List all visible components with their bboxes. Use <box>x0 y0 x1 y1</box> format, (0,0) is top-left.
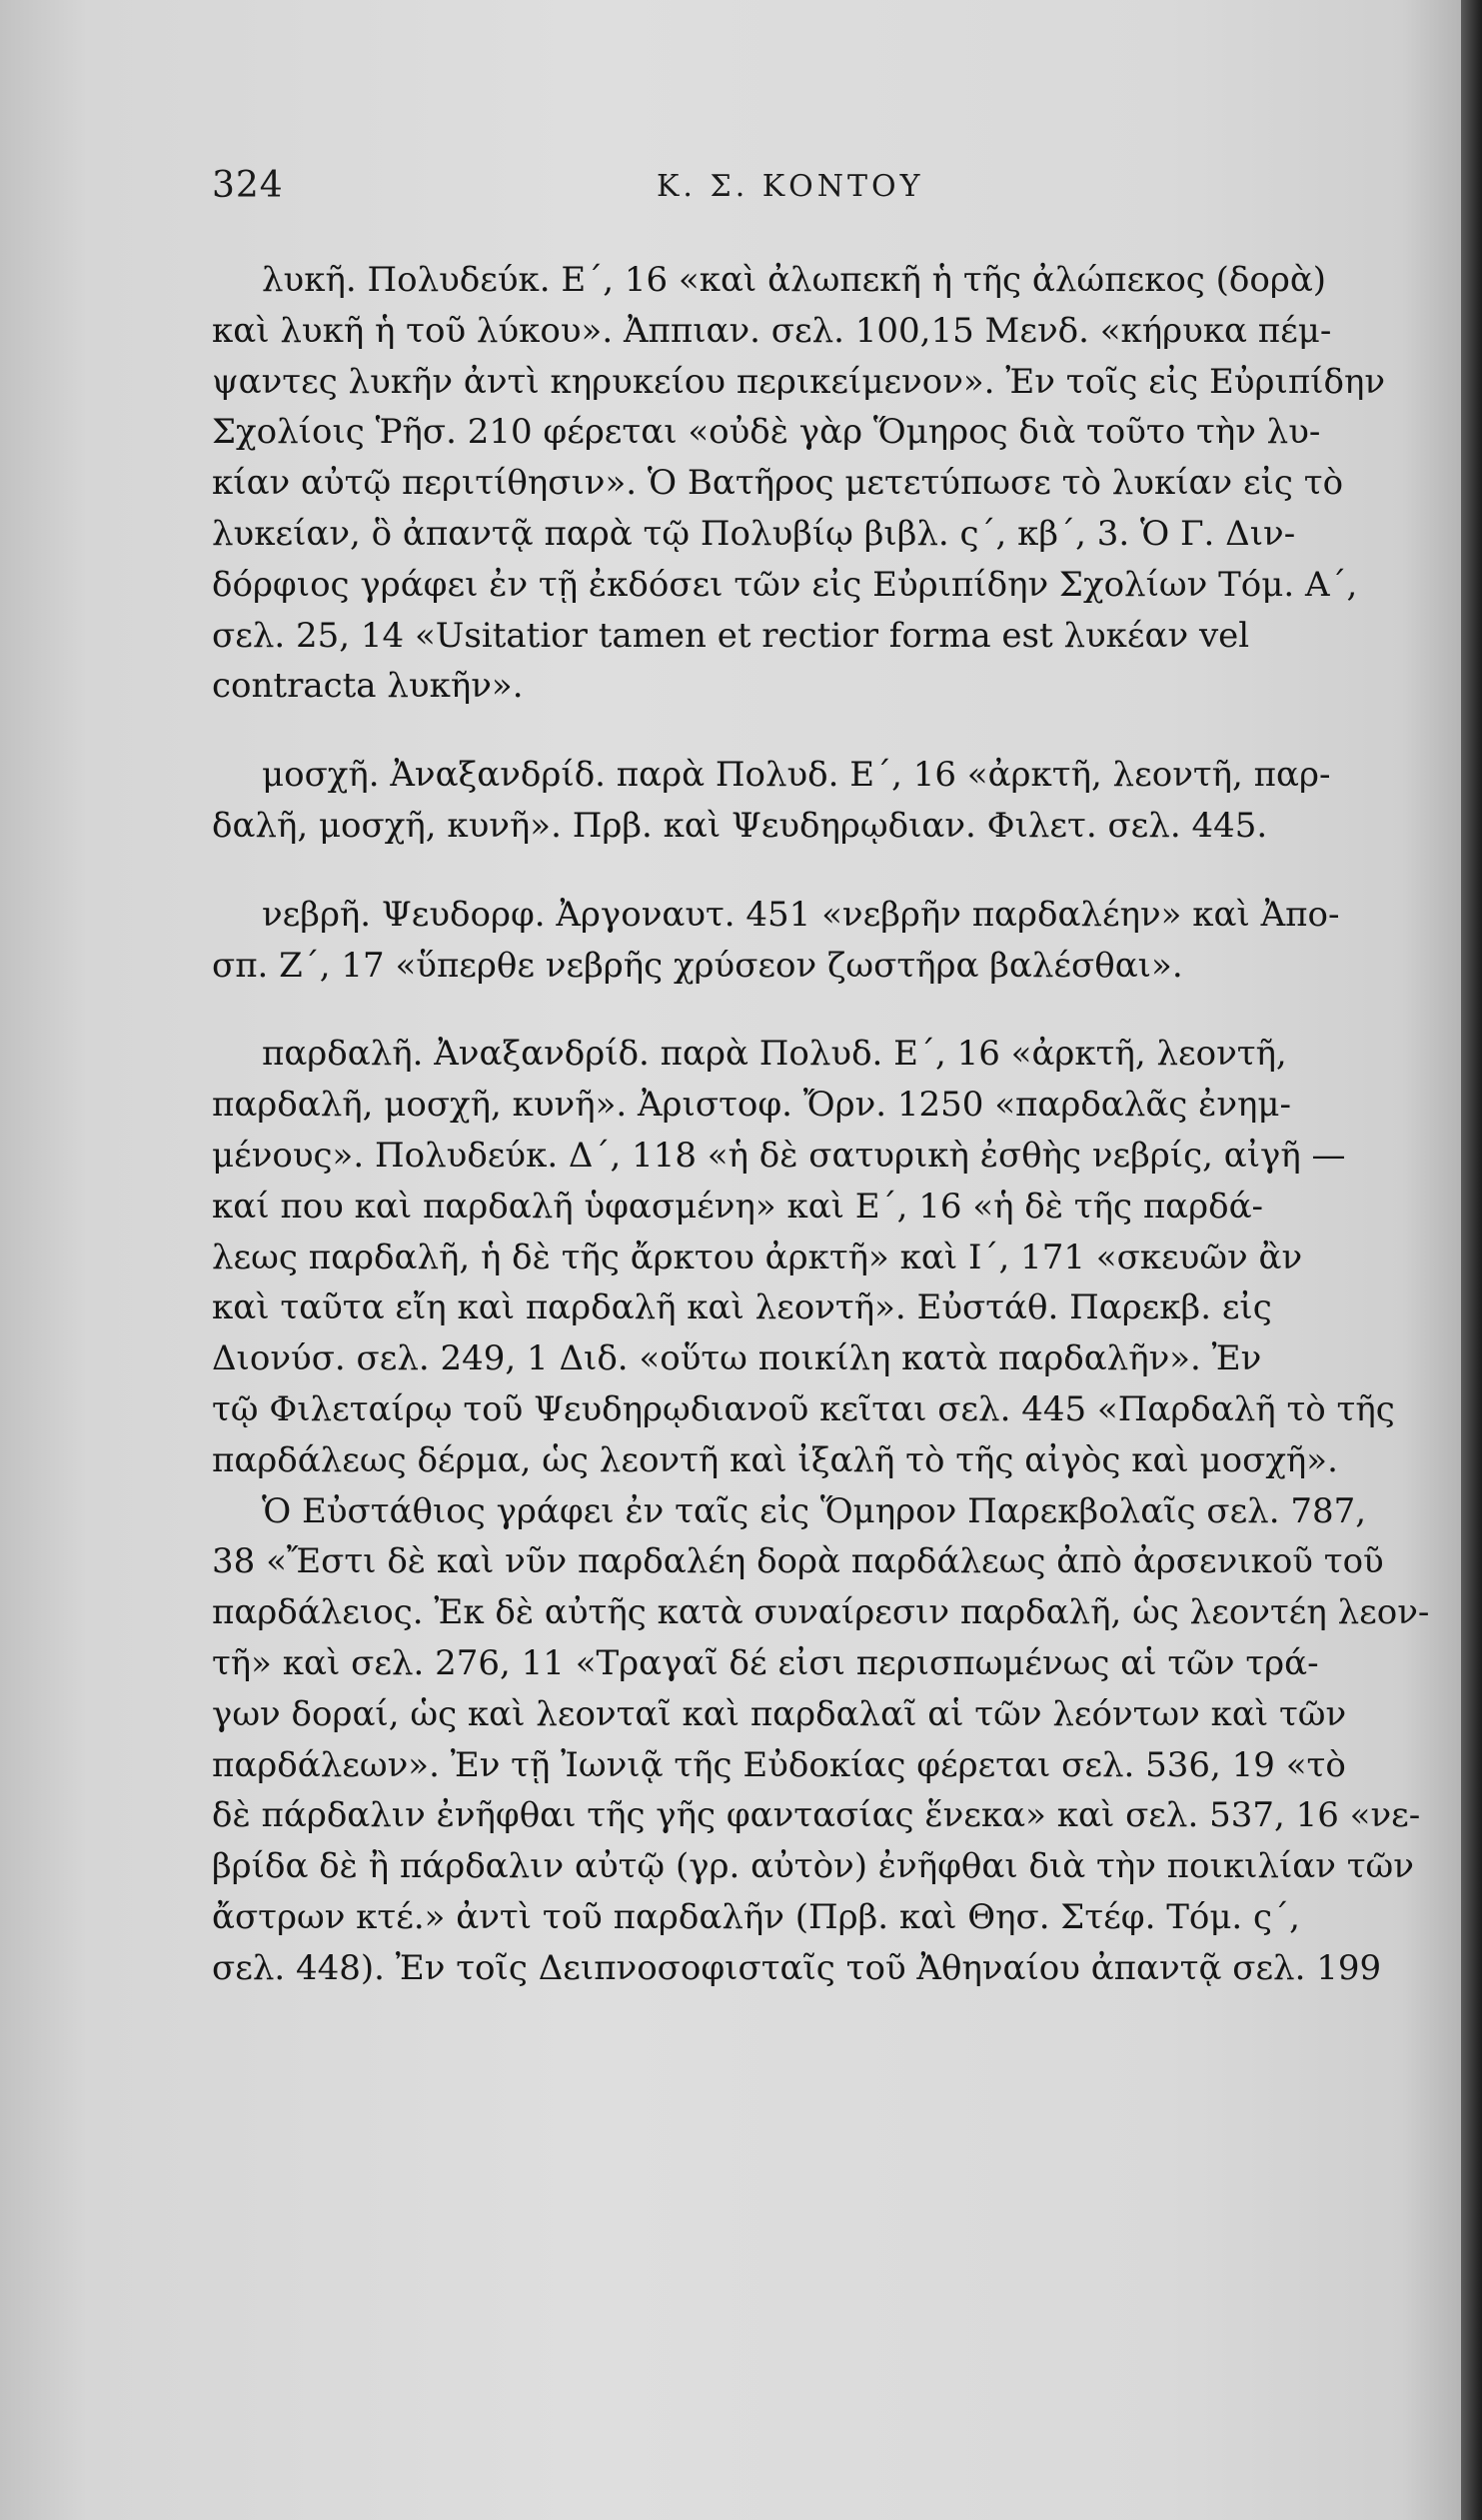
entry-lyke <box>212 255 1391 712</box>
body-text <box>212 255 1430 1994</box>
entry-mosche <box>212 750 1391 852</box>
text-line: τῷ Φιλεταίρῳ τοῦ Ψευδηρῳδιανοῦ κεῖται σελ. 445 «Παρδαλῆ τὸ τῆς <box>212 1388 1395 1429</box>
text-line: contracta λυκῆν». <box>212 666 524 707</box>
text-line: παρδάλειος. Ἐκ δὲ αὐτῆς κατὰ συναίρεσιν παρδαλῆ, ὡς λεοντέη λεον- <box>212 1592 1430 1633</box>
text-line: μένους». Πολυδεύκ. Δ΄, 118 «ἡ δὲ σατυρικὴ ἐσθὴς νεβρίς, αἰγῆ — <box>212 1135 1346 1176</box>
text-line: δὲ πάρδαλιν ἐνῆφθαι τῆς γῆς φαντασίας ἕνεκα» καὶ σελ. 537, 16 «νε- <box>212 1795 1421 1836</box>
text-line: τῆ» καὶ σελ. 276, 11 «Τραγαῖ δέ εἰσι περισπωμένως αἱ τῶν τρά- <box>212 1642 1319 1683</box>
text-line: λυκείαν, ὃ ἀπαντᾷ παρὰ τῷ Πολυβίῳ βιβλ. ς΄, κβ΄, 3. Ὁ Γ. Διν- <box>212 513 1296 554</box>
text-line: δαλῆ, μοσχῆ, κυνῆ». Πρβ. καὶ Ψευδηρῳδιαν. Φιλετ. σελ. 445. <box>212 805 1268 846</box>
text-line: λεως παρδαλῆ, ἡ δὲ τῆς ἄρκτου ἀρκτῆ» καὶ Ι΄, 171 «σκευῶν ἂν <box>212 1237 1303 1277</box>
text-line: γων δοραί, ὡς καὶ λεονταῖ καὶ παρδαλαῖ αἱ τῶν λεόντων καὶ τῶν <box>212 1693 1347 1734</box>
page-number: 324 <box>212 165 284 206</box>
text-line: παρδάλεως δέρμα, ὡς λεοντῆ καὶ ἰξαλῆ τὸ τῆς αἰγὸς καὶ μοσχῆ». <box>212 1439 1338 1480</box>
text-line: σπ. Ζ΄, 17 «ὕπερθε νεβρῆς χρύσεον ζωστῆρα βαλέσθαι». <box>212 945 1183 986</box>
entry-pardale-continued <box>212 1486 1430 1994</box>
text-line: καί που καὶ παρδαλῆ ὑφασμένη» καὶ Ε΄, 16 «ἡ δὲ τῆς παρδά- <box>212 1186 1264 1227</box>
page-header <box>212 165 1361 225</box>
text-line: Σχολίοις Ῥῆσ. 210 φέρεται «οὐδὲ γὰρ Ὅμηρος διὰ τοῦτο τὴν λυ- <box>212 412 1321 453</box>
page-edge-shadow <box>1461 0 1482 2520</box>
text-line: σελ. 25, 14 «Usitatior tamen et rectior forma est λυκέαν vel <box>212 615 1250 656</box>
text-line: λυκῆ. Πολυδεύκ. Ε΄, 16 «καὶ ἀλωπεκῆ ἡ τῆς ἀλώπεκος (δορὰ) <box>262 260 1327 300</box>
running-head: Κ. Σ. ΚΟΝΤΟΥ <box>657 169 924 204</box>
text-line: καὶ ταῦτα εἴη καὶ παρδαλῆ καὶ λεοντῆ». Εὐστάθ. Παρεκβ. εἰς <box>212 1287 1272 1328</box>
entry-pardale <box>212 1029 1395 1485</box>
text-line: κίαν αὐτῷ περιτίθησιν». Ὁ Βατῆρος μετετύπωσε τὸ λυκίαν εἰς τὸ <box>212 463 1344 504</box>
text-line: παρδάλεων». Ἐν τῇ Ἰωνιᾷ τῆς Εὐδοκίας φέρεται σελ. 536, 19 «τὸ <box>212 1744 1346 1785</box>
text-line: Διονύσ. σελ. 249, 1 Διδ. «οὕτω ποικίλη κατὰ παρδαλῆν». Ἐν <box>212 1338 1262 1379</box>
text-line: ἄστρων κτέ.» ἀντὶ τοῦ παρδαλῆν (Πρβ. καὶ Θησ. Στέφ. Τόμ. ς΄, <box>212 1896 1300 1937</box>
text-line: Ὁ Εὐστάθιος γράφει ἐν ταῖς εἰς Ὅμηρον Παρεκβολαῖς σελ. 787, <box>262 1490 1367 1531</box>
text-line: ψαντες λυκῆν ἀντὶ κηρυκείου περικείμενον». Ἐν τοῖς εἰς Εὐριπίδην <box>212 361 1386 402</box>
text-line: παρδαλῆ. Ἀναξανδρίδ. παρὰ Πολυδ. Ε΄, 16 «ἀρκτῆ, λεοντῆ, <box>262 1034 1287 1075</box>
text-line: καὶ λυκῆ ἡ τοῦ λύκου». Ἀππιαν. σελ. 100,15 Μενδ. «κήρυκα πέμ- <box>212 310 1332 351</box>
text-line: παρδαλῆ, μοσχῆ, κυνῆ». Ἀριστοφ. Ὄρν. 1250 «παρδαλᾶς ἐνημ- <box>212 1085 1291 1126</box>
text-line: μοσχῆ. Ἀναξανδρίδ. παρὰ Πολυδ. Ε΄, 16 «ἀρκτῆ, λεοντῆ, παρ- <box>262 755 1331 796</box>
text-line: βρίδα δὲ ἢ πάρδαλιν αὐτῷ (γρ. αὐτὸν) ἐνῆφθαι διὰ τὴν ποικιλίαν τῶν <box>212 1846 1414 1887</box>
entry-nebre <box>212 890 1391 992</box>
text-line: 38 «Ἔστι δὲ καὶ νῦν παρδαλέη δορὰ παρδάλεως ἀπὸ ἀρσενικοῦ τοῦ <box>212 1541 1384 1582</box>
text-line: νεβρῆ. Ψευδορφ. Ἀργοναυτ. 451 «νεβρῆν παρδαλέην» καὶ Ἀπο- <box>262 894 1340 935</box>
text-line: σελ. 448). Ἐν τοῖς Δειπνοσοφισταῖς τοῦ Ἀθηναίου ἀπαντᾷ σελ. 199 <box>212 1947 1382 1988</box>
text-line: δόρφιος γράφει ἐν τῇ ἐκδόσει τῶν εἰς Εὐριπίδην Σχολίων Τόμ. Α΄, <box>212 564 1358 605</box>
